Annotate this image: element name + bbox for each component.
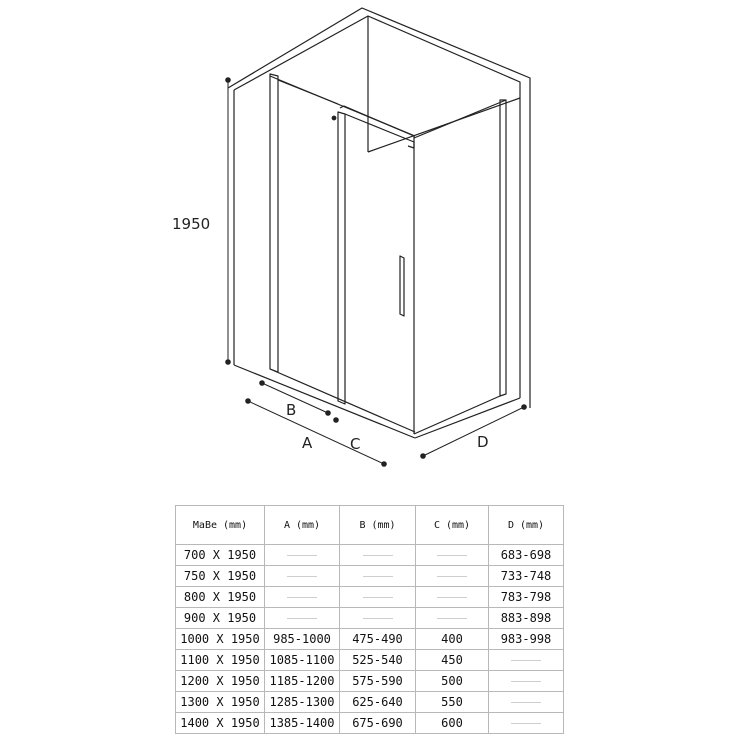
cell-a	[265, 566, 340, 587]
cell-value: 783-798	[500, 590, 552, 604]
cell-d	[489, 629, 564, 650]
cell-value: 500	[441, 674, 463, 688]
cell-c	[416, 692, 489, 713]
sliding-door-frame	[338, 112, 345, 404]
empty-dash	[511, 723, 541, 724]
cell-value: 900 X 1950	[183, 611, 257, 625]
empty-dash	[287, 618, 317, 619]
cell-value: 1285-1300	[269, 695, 335, 709]
empty-dash	[511, 681, 541, 682]
top-rail-inner	[278, 80, 338, 104]
cell-value: 800 X 1950	[183, 590, 257, 604]
cell-size	[176, 545, 265, 566]
table-body	[176, 545, 564, 734]
cell-c	[416, 629, 489, 650]
cell-value: 1100 X 1950	[180, 653, 260, 667]
cell-value: 1400 X 1950	[180, 716, 260, 730]
cell-size	[176, 692, 265, 713]
cell-value: 450	[441, 653, 463, 667]
cell-a	[265, 650, 340, 671]
cell-a	[265, 671, 340, 692]
cell-value: 1200 X 1950	[180, 674, 260, 688]
cell-d	[489, 650, 564, 671]
height-label: 1950	[172, 215, 211, 233]
table-row	[176, 608, 564, 629]
empty-dash	[511, 660, 541, 661]
empty-dash	[363, 618, 393, 619]
cell-a	[265, 692, 340, 713]
cell-d	[489, 713, 564, 734]
cell-c	[416, 650, 489, 671]
cell-d	[489, 566, 564, 587]
table-row	[176, 545, 564, 566]
cell-b	[340, 650, 416, 671]
room-wall-inner	[234, 16, 520, 398]
header-b: B (mm)	[340, 506, 416, 545]
cell-c	[416, 566, 489, 587]
d-dim-dot-start	[421, 454, 426, 459]
cell-value: 883-898	[500, 611, 552, 625]
fixed-panel-frame	[270, 74, 278, 372]
empty-dash	[363, 555, 393, 556]
empty-dash	[287, 576, 317, 577]
cell-value: 1000 X 1950	[180, 632, 260, 646]
cell-value: 475-490	[352, 632, 403, 646]
table-header-row	[176, 506, 564, 545]
door-roller-dot	[332, 116, 336, 120]
cell-value: 575-590	[352, 674, 403, 688]
table-row	[176, 692, 564, 713]
empty-dash	[363, 597, 393, 598]
empty-dash	[363, 576, 393, 577]
cell-size	[176, 713, 265, 734]
cell-size	[176, 566, 265, 587]
cell-value: 525-540	[352, 653, 403, 667]
cell-d	[489, 587, 564, 608]
side-panel-frame	[500, 100, 506, 396]
side-panel-bottom	[414, 396, 500, 434]
cell-value: 700 X 1950	[183, 548, 257, 562]
cell-value: 1185-1200	[269, 674, 335, 688]
height-dim-dot-bottom	[226, 360, 231, 365]
d-dim-dot-end	[522, 405, 527, 410]
header-a: A (mm)	[265, 506, 340, 545]
label-d: D	[477, 433, 489, 451]
cell-value: 683-698	[500, 548, 552, 562]
cell-size	[176, 587, 265, 608]
cell-value: 625-640	[352, 695, 403, 709]
header-d: D (mm)	[489, 506, 564, 545]
table-row	[176, 566, 564, 587]
cell-b	[340, 671, 416, 692]
b-dim-dot-end	[326, 411, 331, 416]
table-row	[176, 671, 564, 692]
cell-d	[489, 692, 564, 713]
table-row	[176, 713, 564, 734]
table-row	[176, 587, 564, 608]
cell-value: 675-690	[352, 716, 403, 730]
cell-size	[176, 671, 265, 692]
cell-value: 985-1000	[273, 632, 331, 646]
cell-b	[340, 713, 416, 734]
cell-a	[265, 629, 340, 650]
cell-b	[340, 545, 416, 566]
cell-c	[416, 587, 489, 608]
empty-dash	[437, 597, 467, 598]
cell-c	[416, 608, 489, 629]
cell-b	[340, 566, 416, 587]
cell-a	[265, 587, 340, 608]
a-dim-dot-mid	[334, 418, 339, 423]
a-dim-dot-start	[246, 399, 251, 404]
cell-value: 750 X 1950	[183, 569, 257, 583]
d-dimension-line	[423, 407, 524, 456]
cell-value: 1085-1100	[269, 653, 335, 667]
cell-b	[340, 608, 416, 629]
cell-c	[416, 713, 489, 734]
table-row	[176, 629, 564, 650]
cell-a	[265, 545, 340, 566]
cell-size	[176, 650, 265, 671]
floor-front-line	[234, 365, 415, 438]
label-a: A	[302, 434, 313, 452]
cell-b	[340, 629, 416, 650]
table-row	[176, 650, 564, 671]
cell-d	[489, 671, 564, 692]
header-size: MaBe (mm)	[176, 506, 265, 545]
cell-value: 733-748	[500, 569, 552, 583]
cell-a	[265, 713, 340, 734]
door-handle	[400, 256, 404, 316]
cell-c	[416, 545, 489, 566]
cell-d	[489, 608, 564, 629]
empty-dash	[437, 555, 467, 556]
a-dimension-line	[248, 401, 384, 464]
cell-value: 1300 X 1950	[180, 695, 260, 709]
cell-b	[340, 692, 416, 713]
empty-dash	[287, 597, 317, 598]
height-dim-dot-top	[226, 78, 231, 83]
b-dim-dot-start	[260, 381, 265, 386]
cell-c	[416, 671, 489, 692]
cell-size	[176, 629, 265, 650]
empty-dash	[437, 618, 467, 619]
floor-side-line	[415, 398, 520, 438]
cell-value: 983-998	[500, 632, 552, 646]
header-c: C (mm)	[416, 506, 489, 545]
label-b: B	[286, 401, 297, 419]
empty-dash	[511, 702, 541, 703]
label-c: C	[350, 435, 361, 453]
a-dim-dot-end	[382, 462, 387, 467]
cell-value: 1385-1400	[269, 716, 335, 730]
cell-value: 550	[441, 695, 463, 709]
empty-dash	[437, 576, 467, 577]
cell-value: 400	[441, 632, 463, 646]
side-panel-top	[414, 100, 506, 138]
cell-value: 600	[441, 716, 463, 730]
size-specification-table	[175, 505, 564, 734]
cell-a	[265, 608, 340, 629]
cell-size	[176, 608, 265, 629]
cell-b	[340, 587, 416, 608]
empty-dash	[287, 555, 317, 556]
cell-d	[489, 545, 564, 566]
